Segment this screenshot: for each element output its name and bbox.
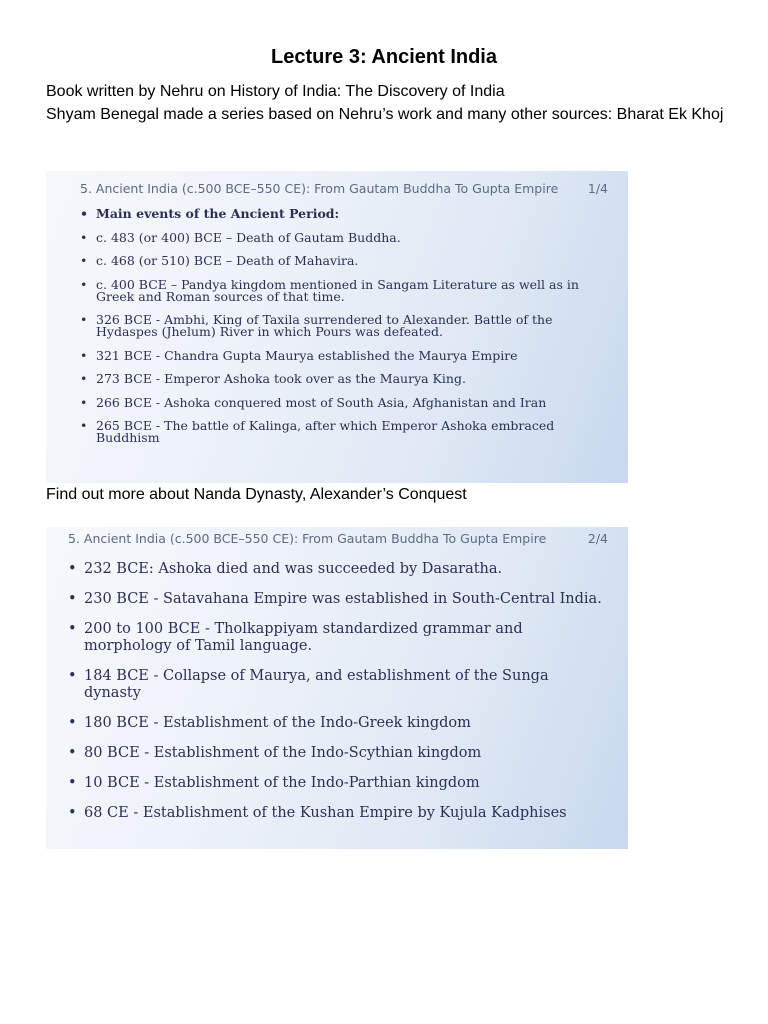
middle-paragraph: Find out more about Nanda Dynasty, Alexander’s Conquest <box>46 486 467 503</box>
slide-image-1 <box>46 171 628 483</box>
slide-bullet: • c. 468 (or 510) BCE – Death of Mahavira. <box>80 255 580 267</box>
page-title: Lecture 3: Ancient India <box>271 46 497 68</box>
intro-paragraph <box>46 80 726 126</box>
slide-bullet: • 80 BCE - Establishment of the Indo-Scythian kingdom <box>68 745 602 762</box>
slide-page-number: 2/4 <box>587 531 608 546</box>
slide-bullet-list <box>68 561 602 835</box>
slide-bullet: • c. 483 (or 400) BCE – Death of Gautam Buddha. <box>80 232 580 244</box>
slide-bullet: • 10 BCE - Establishment of the Indo-Parthian kingdom <box>68 775 602 792</box>
slide-bullet: • 230 BCE - Satavahana Empire was established in South-Central India. <box>68 591 602 608</box>
slide-header <box>80 181 608 197</box>
intro-line: Shyam Benegal made a series based on Nehru’s work and many other sources: Bharat Ek Khoj <box>46 106 724 123</box>
slide-header-title: 5. Ancient India (c.500 BCE–550 CE): From Gautam Buddha To Gupta Empire <box>68 531 547 546</box>
slide-bullet: • 180 BCE - Establishment of the Indo-Greek kingdom <box>68 715 602 732</box>
slide-bullet: • 184 BCE - Collapse of Maurya, and establishment of the Sunga dynasty <box>68 668 602 702</box>
slide-bullet: • 265 BCE - The battle of Kalinga, after which Emperor Ashoka embraced Buddhism <box>80 420 580 444</box>
slide-bullet: • 200 to 100 BCE - Tholkappiyam standardized grammar and morphology of Tamil language. <box>68 621 602 655</box>
slide-bullet: • 266 BCE - Ashoka conquered most of South Asia, Afghanistan and Iran <box>80 397 580 409</box>
intro-line: Book written by Nehru on History of India: The Discovery of India <box>46 83 505 100</box>
slide-header-title: 5. Ancient India (c.500 BCE–550 CE): From Gautam Buddha To Gupta Empire <box>80 181 559 196</box>
slide-bullet: • 321 BCE - Chandra Gupta Maurya established the Maurya Empire <box>80 350 580 362</box>
slide-bullet: • 273 BCE - Emperor Ashoka took over as the Maurya King. <box>80 373 580 385</box>
slide-image-2 <box>46 527 628 849</box>
slide-bullet: • 232 BCE: Ashoka died and was succeeded by Dasaratha. <box>68 561 602 578</box>
slide-bullet: • 68 CE - Establishment of the Kushan Empire by Kujula Kadphises <box>68 805 602 822</box>
slide-header <box>68 531 608 547</box>
slide-bullet: • 326 BCE - Ambhi, King of Taxila surrendered to Alexander. Battle of the Hydaspes (Jhelum) River in which Pours was defeated. <box>80 314 580 338</box>
slide-page-number: 1/4 <box>587 181 608 196</box>
slide-bullet: • c. 400 BCE – Pandya kingdom mentioned in Sangam Literature as well as in Greek and Roman sources of that time. <box>80 279 580 303</box>
slide-bullet-list <box>80 208 580 456</box>
slide-bullet: • Main events of the Ancient Period: <box>80 208 580 220</box>
